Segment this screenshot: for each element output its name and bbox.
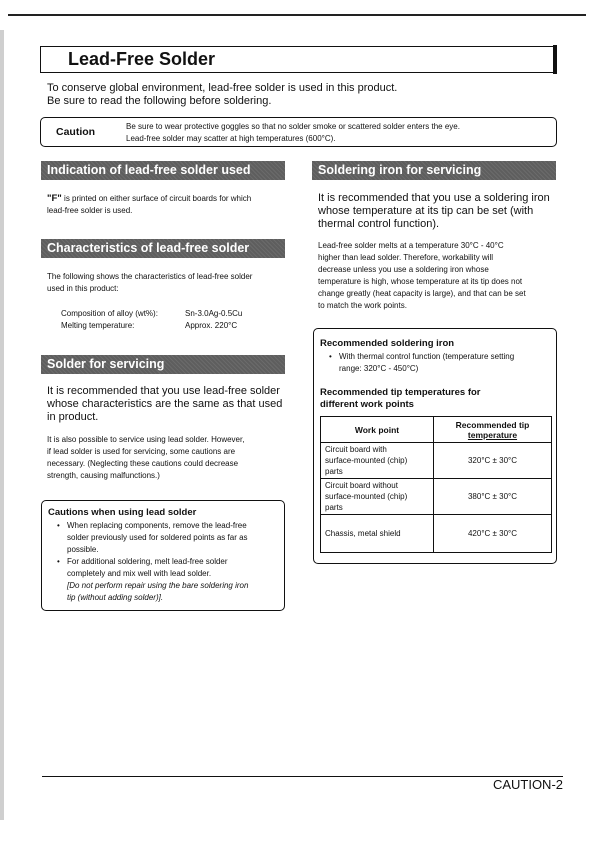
- heading-line: Recommended tip temperatures for: [320, 387, 481, 398]
- text-line: decrease unless you use a soldering iron whose: [318, 265, 489, 274]
- recommended-list: [320, 351, 556, 375]
- page-number: CAUTION-2: [492, 777, 563, 792]
- characteristics-line: The following shows the characteristics of lead-free solder: [47, 272, 253, 281]
- lead-line: whose characteristics are the same as that used: [47, 398, 283, 410]
- intro-line: Be sure to read the following before soldering.: [47, 95, 272, 107]
- cautions-list-item: [48, 520, 284, 556]
- recommended-list-item: [320, 351, 556, 375]
- table-row: [321, 515, 552, 553]
- intro-text: [47, 82, 397, 108]
- text-line: It is also possible to service using lead solder. However,: [47, 435, 245, 444]
- lead-line: in product.: [47, 411, 99, 423]
- title-accent-bar: [553, 45, 557, 74]
- cell-line: parts: [325, 503, 343, 512]
- caution-label: Caution: [56, 126, 96, 138]
- bullet-line: • When replacing components, remove the lead-free: [67, 521, 247, 530]
- caution-text: [126, 121, 460, 145]
- melting-value: Approx. 220°C: [185, 321, 238, 330]
- col-header-work-point: Work point: [321, 417, 434, 443]
- heading-line: different work points: [320, 399, 414, 410]
- col-header-temperature: [434, 417, 552, 443]
- indication-heading: Indication of lead-free solder used: [41, 161, 285, 180]
- cautions-list: [48, 520, 284, 604]
- bullet-line: [Do not perform repair using the bare soldering iron: [67, 581, 249, 590]
- temperature-cell: 380°C ± 30°C: [434, 479, 552, 515]
- page-title: Lead-Free Solder: [68, 49, 216, 69]
- cautions-list-item: [48, 556, 284, 604]
- iron-lead: [318, 192, 563, 231]
- lead-line: It is recommended that you use lead-free solder: [47, 385, 280, 397]
- lead-line: It is recommended that you use a soldering iron: [318, 192, 550, 204]
- work-point-cell: [321, 443, 434, 479]
- caution-box: [40, 117, 557, 147]
- work-point-cell: [321, 479, 434, 515]
- intro-line: To conserve global environment, lead-free solder is used in this product.: [47, 82, 398, 94]
- indication-text: [47, 193, 287, 217]
- top-rule: [8, 14, 586, 16]
- caution-line: Lead-free solder may scatter at high temperatures (600°C).: [126, 134, 336, 143]
- text-line: temperature is high, whose temperature at its tip does not: [318, 277, 523, 286]
- bullet-line: • With thermal control function (temperature setting: [339, 352, 515, 361]
- tip-temps-heading: [320, 387, 480, 411]
- bullet-line: tip (without adding solder)].: [67, 593, 164, 602]
- text-line: higher than lead solder. Therefore, workability will: [318, 253, 494, 262]
- binding-edge: [0, 30, 4, 820]
- header-line: Recommended tip: [455, 419, 530, 430]
- text-line: change greatly (heat capacity is large), and that can be set: [318, 289, 526, 298]
- text-line: Lead-free solder melts at a temperature 30°C - 40°C: [318, 241, 504, 250]
- text-line: if lead solder is used for servicing, some cautions are: [47, 447, 236, 456]
- bullet-line: • For additional soldering, melt lead-free solder: [67, 557, 228, 566]
- header-line: temperature: [467, 429, 518, 440]
- solder-servicing-text: [47, 434, 292, 482]
- cell-line: parts: [325, 467, 343, 476]
- work-point-cell: Chassis, metal shield: [321, 515, 434, 553]
- page-title-box: [40, 46, 555, 73]
- table-header-row: [321, 417, 552, 443]
- f-mark: "F": [47, 193, 62, 204]
- indication-line: lead-free solder is used.: [47, 206, 133, 215]
- lead-line: thermal control function).: [318, 218, 440, 230]
- cell-line: Circuit board without: [325, 481, 398, 490]
- iron-heading: Soldering iron for servicing: [312, 161, 556, 180]
- cell-line: Circuit board with: [325, 445, 387, 454]
- iron-text: [318, 240, 563, 312]
- caution-line: Be sure to wear protective goggles so that no solder smoke or scattered solder enters the eye.: [126, 122, 460, 131]
- cautions-lead-solder-box: [41, 500, 285, 611]
- solder-servicing-heading: Solder for servicing: [41, 355, 285, 374]
- lead-line: whose temperature at its tip can be set (with: [318, 205, 534, 217]
- alloy-value: Sn-3.0Ag-0.5Cu: [185, 309, 243, 318]
- temperature-cell: 320°C ± 30°C: [434, 443, 552, 479]
- text-line: strength, causing malfunctions.): [47, 471, 160, 480]
- solder-servicing-lead: [47, 385, 292, 424]
- footer-rule: [42, 776, 563, 777]
- table-row: [321, 443, 552, 479]
- cautions-box-heading: Cautions when using lead solder: [48, 507, 197, 518]
- text-line: necessary. (Neglecting these cautions could decrease: [47, 459, 239, 468]
- melting-label: Melting temperature:: [61, 321, 135, 330]
- indication-line: is printed on either surface of circuit boards for which: [61, 194, 252, 203]
- bullet-line: range: 320°C - 450°C): [339, 364, 419, 373]
- characteristics-text: [47, 271, 287, 295]
- bullet-line: possible.: [67, 545, 99, 554]
- characteristics-heading: Characteristics of lead-free solder: [41, 239, 285, 258]
- recommended-iron-heading: Recommended soldering iron: [320, 338, 455, 349]
- cell-line: surface-mounted (chip): [325, 456, 408, 465]
- table-row: [321, 479, 552, 515]
- bullet-line: solder previously used for soldered points as far as: [67, 533, 248, 542]
- recommended-iron-box: [313, 328, 557, 564]
- cell-line: surface-mounted (chip): [325, 492, 408, 501]
- characteristics-line: used in this product:: [47, 284, 119, 293]
- tip-temps-table: [320, 416, 552, 553]
- alloy-label: Composition of alloy (wt%):: [61, 309, 158, 318]
- temperature-cell: 420°C ± 30°C: [434, 515, 552, 553]
- bullet-line: completely and mix well with lead solder.: [67, 569, 212, 578]
- text-line: to match the work points.: [318, 301, 407, 310]
